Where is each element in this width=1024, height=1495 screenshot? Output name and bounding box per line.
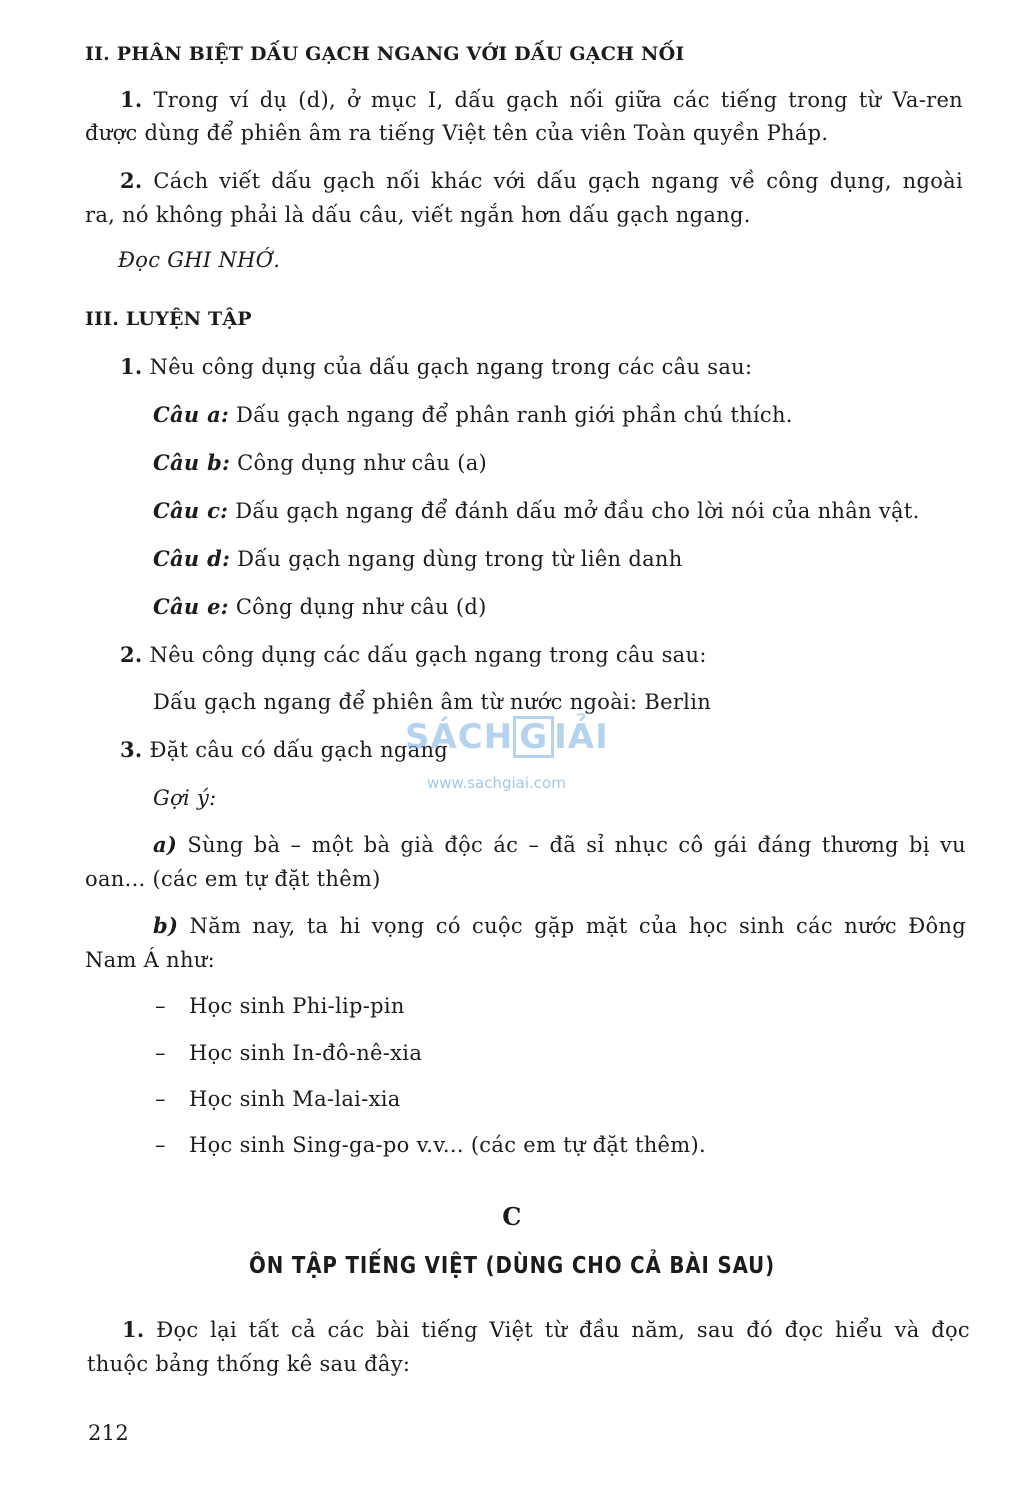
answer-text: Dấu gạch ngang để phân ranh giới phần chú thích.: [236, 403, 793, 427]
list-dash: –: [155, 994, 166, 1018]
exercise-text: Nêu công dụng các dấu gạch ngang trong câu sau:: [149, 643, 707, 667]
example-text: Sùng bà – một bà già độc ác – đã sỉ nhục cô gái đáng thương bị vu: [187, 833, 966, 857]
list-item: Học sinh In-đô-nê-xia: [189, 1041, 423, 1065]
example-label: b): [153, 913, 179, 938]
watermark-brand-left: SÁCH: [405, 717, 514, 757]
section-letter-c: C: [502, 1202, 522, 1231]
item-number: 2.: [120, 168, 143, 193]
hint-label: Gợi ý:: [153, 786, 217, 810]
answer-text: Dấu gạch ngang để đánh dấu mở đầu cho lời nói của nhân vật.: [235, 499, 920, 523]
item-number: 1.: [120, 87, 143, 112]
item-number: 2.: [120, 642, 143, 667]
paragraph-line: thuộc bảng thống kê sau đây:: [87, 1352, 411, 1376]
list-dash: –: [155, 1087, 166, 1111]
paragraph-line: [120, 167, 963, 195]
exercise-text: Nêu công dụng của dấu gạch ngang trong các câu sau:: [149, 355, 753, 379]
example-text: Năm nay, ta hi vọng có cuộc gặp mặt của học sinh các nước Đông: [189, 914, 966, 938]
read-note: Đọc GHI NHỚ.: [118, 248, 281, 272]
answer-b: [153, 449, 487, 477]
section-heading-ii: II. PHÂN BIỆT DẤU GẠCH NGANG VỚI DẤU GẠCH NỐI: [85, 43, 685, 65]
answer-d: [153, 545, 683, 573]
paragraph-line: [122, 1316, 970, 1344]
list-dash: –: [155, 1041, 166, 1065]
exercise-text: Đặt câu có dấu gạch ngang: [149, 738, 449, 762]
answer-label: Câu b:: [153, 450, 231, 475]
answer-label: Câu d:: [153, 546, 231, 571]
page-number: 212: [88, 1421, 129, 1445]
list-item: Học sinh Phi-lip-pin: [189, 994, 405, 1018]
paragraph-line: được dùng để phiên âm ra tiếng Việt tên của viên Toàn quyền Pháp.: [85, 121, 829, 145]
example-label: a): [153, 832, 178, 857]
list-item: Học sinh Sing-ga-po v.v... (các em tự đặt thêm).: [189, 1133, 706, 1157]
exercise-1: [120, 353, 752, 381]
example-b-line: Nam Á như:: [85, 948, 215, 972]
exercise-3: [120, 736, 448, 764]
paragraph-line: ra, nó không phải là dấu câu, viết ngắn hơn dấu gạch ngang.: [85, 203, 751, 227]
answer-c: [153, 497, 920, 525]
answer-label: Câu e:: [153, 594, 229, 619]
list-item: Học sinh Ma-lai-xia: [189, 1087, 401, 1111]
exercise-2-answer: Dấu gạch ngang để phiên âm từ nước ngoài: Berlin: [153, 690, 712, 714]
example-a-line: [153, 831, 966, 859]
answer-a: [153, 401, 793, 429]
example-b-line: [153, 912, 966, 940]
watermark-brand-right: IẢI: [554, 717, 609, 757]
paragraph-text: Đọc lại tất cả các bài tiếng Việt từ đầu năm, sau đó đọc hiểu và đọc: [156, 1318, 970, 1342]
watermark-url: www.sachgiai.com: [427, 774, 566, 792]
paragraph-text: Trong ví dụ (d), ở mục I, dấu gạch nối giữa các tiếng trong từ Va-ren: [153, 88, 963, 112]
section-title: ÔN TẬP TIẾNG VIỆT (DÙNG CHO CẢ BÀI SAU): [249, 1253, 775, 1279]
item-number: 1.: [122, 1317, 145, 1342]
section-heading-iii: III. LUYỆN TẬP: [85, 308, 252, 330]
example-a-line: oan... (các em tự đặt thêm): [85, 867, 381, 891]
answer-text: Công dụng như câu (a): [237, 451, 488, 475]
paragraph-line: [120, 86, 963, 114]
item-number: 1.: [120, 354, 143, 379]
item-number: 3.: [120, 737, 143, 762]
watermark-brand-mid: G: [513, 716, 554, 758]
answer-label: Câu c:: [153, 498, 229, 523]
answer-e: [153, 593, 487, 621]
list-dash: –: [155, 1133, 166, 1157]
exercise-2: [120, 641, 707, 669]
answer-text: Dấu gạch ngang dùng trong từ liên danh: [237, 547, 683, 571]
paragraph-text: Cách viết dấu gạch nối khác với dấu gạch ngang về công dụng, ngoài: [153, 169, 963, 193]
answer-text: Công dụng như câu (d): [235, 595, 487, 619]
answer-label: Câu a:: [153, 402, 230, 427]
